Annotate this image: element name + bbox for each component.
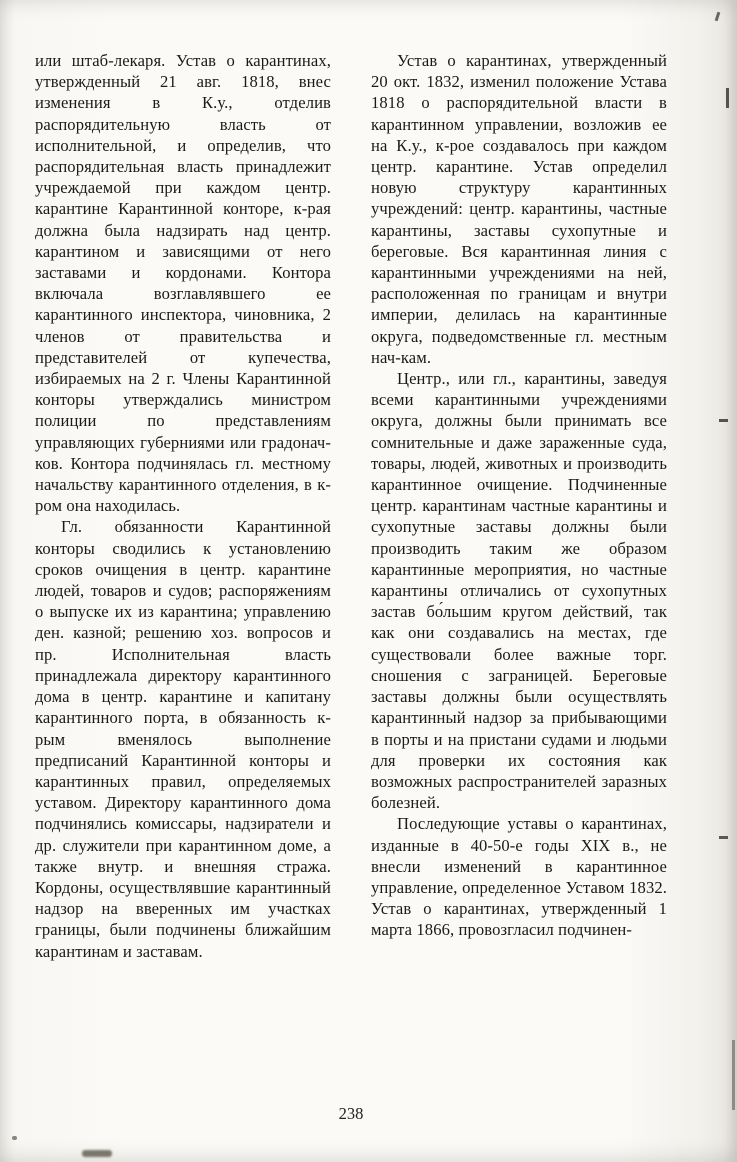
left-column — [35, 50, 331, 962]
paragraph: Устав о карантинах, утвержденный 20 окт. 1832, изменил положение Устава 1818 о распорядительной власти в карантинном управлении, возложив ее на К.у., к-рое создавалось при каждом центр. карантине. Устав определил новую структуру карантинных учреждений: центр. карантины, частные карантины, заставы сухопутные и береговые. Вся карантинная линия с карантинными учреждениями на ней, расположенная по границам и внутри империи, делилась на карантинные округа, подведомственные гл. местным нач-кам. — [371, 51, 667, 367]
paragraph: Гл. обязанности Карантинной конторы сводились к установлению сроков очищения в центр. карантине людей, товаров и судов; распоряжениям о выпуске их из карантина; управлению ден. казной; решению хоз. вопросов и пр. Исполнительная власть принадлежала директору карантинного дома в центр. карантине и капитану карантинного порта, в обязанность к-рым вменялось выполнение предписаний Карантинной конторы и карантинных правил, определяемых уставом. Директору карантинного дома подчинялись комиссары, надзиратели и др. служители при карантинном доме, а также внутр. и внешняя стража. Кордоны, осуществлявшие карантинный надзор на вверенных им участках границы, были подчинены ближайшим карантинам и заставам. — [35, 517, 331, 961]
paragraph: Центр., или гл., карантины, заведуя всеми карантинными учреждениями округа, должны были принимать все сомнительные и даже зараженные суда, товары, людей, животных и производить карантинное очищение. Подчиненные центр. карантинам частные карантины и сухопутные заставы должны были производить таким же образом карантинные мероприятия, но частные карантины отличались от сухопутных застав бо́льшим кругом действий, так как они создавались на местах, где существовали более важные торг. сношения с заграницей. Береговые заставы должны были осуществлять карантинный надзор за прибывающими в порты и на пристани судами и людьми для проверки их состояния как возможных распространителей заразных болезней. — [371, 369, 667, 813]
scan-artifact — [719, 836, 728, 839]
scan-artifact — [12, 1136, 17, 1140]
scan-artifact — [82, 1150, 112, 1157]
scan-artifact — [726, 88, 729, 108]
right-column — [371, 50, 667, 962]
page-number: 238 — [338, 1104, 364, 1123]
paragraph: или штаб-лекаря. Устав о карантинах, утвержденный 21 авг. 1818, внес изменения в К.у., отделив распорядительную власть от исполнительной, и определив, что распорядительная власть принадлежит учреждаемой при каждом центр. карантине Карантинной конторе, к-рая должна была надзирать над центр. карантином и зависящими от него заставами и кордонами. Контора включала возглавлявшего ее карантинного инспектора, чиновника, 2 членов от правительства и представителей от купечества, избираемых на 2 г. Члены Карантинной конторы утверждались министром полиции по представлениям управляющих губерниями или градонач-ков. Контора подчинялась гл. местному начальству карантинного отделения, в к-ром она находилась. — [35, 51, 331, 516]
scan-artifact — [719, 419, 728, 422]
text-area — [35, 50, 667, 962]
scan-artifact — [715, 12, 721, 21]
paragraph: Последующие уставы о карантинах, изданные в 40-50-е годы XIX в., не внесли изменений в карантинное управление, определенное Уставом 1832. Устав о карантинах, утвержденный 1 марта 1866, провозгласил подчинен- — [371, 814, 667, 940]
scan-artifact — [732, 1040, 735, 1110]
